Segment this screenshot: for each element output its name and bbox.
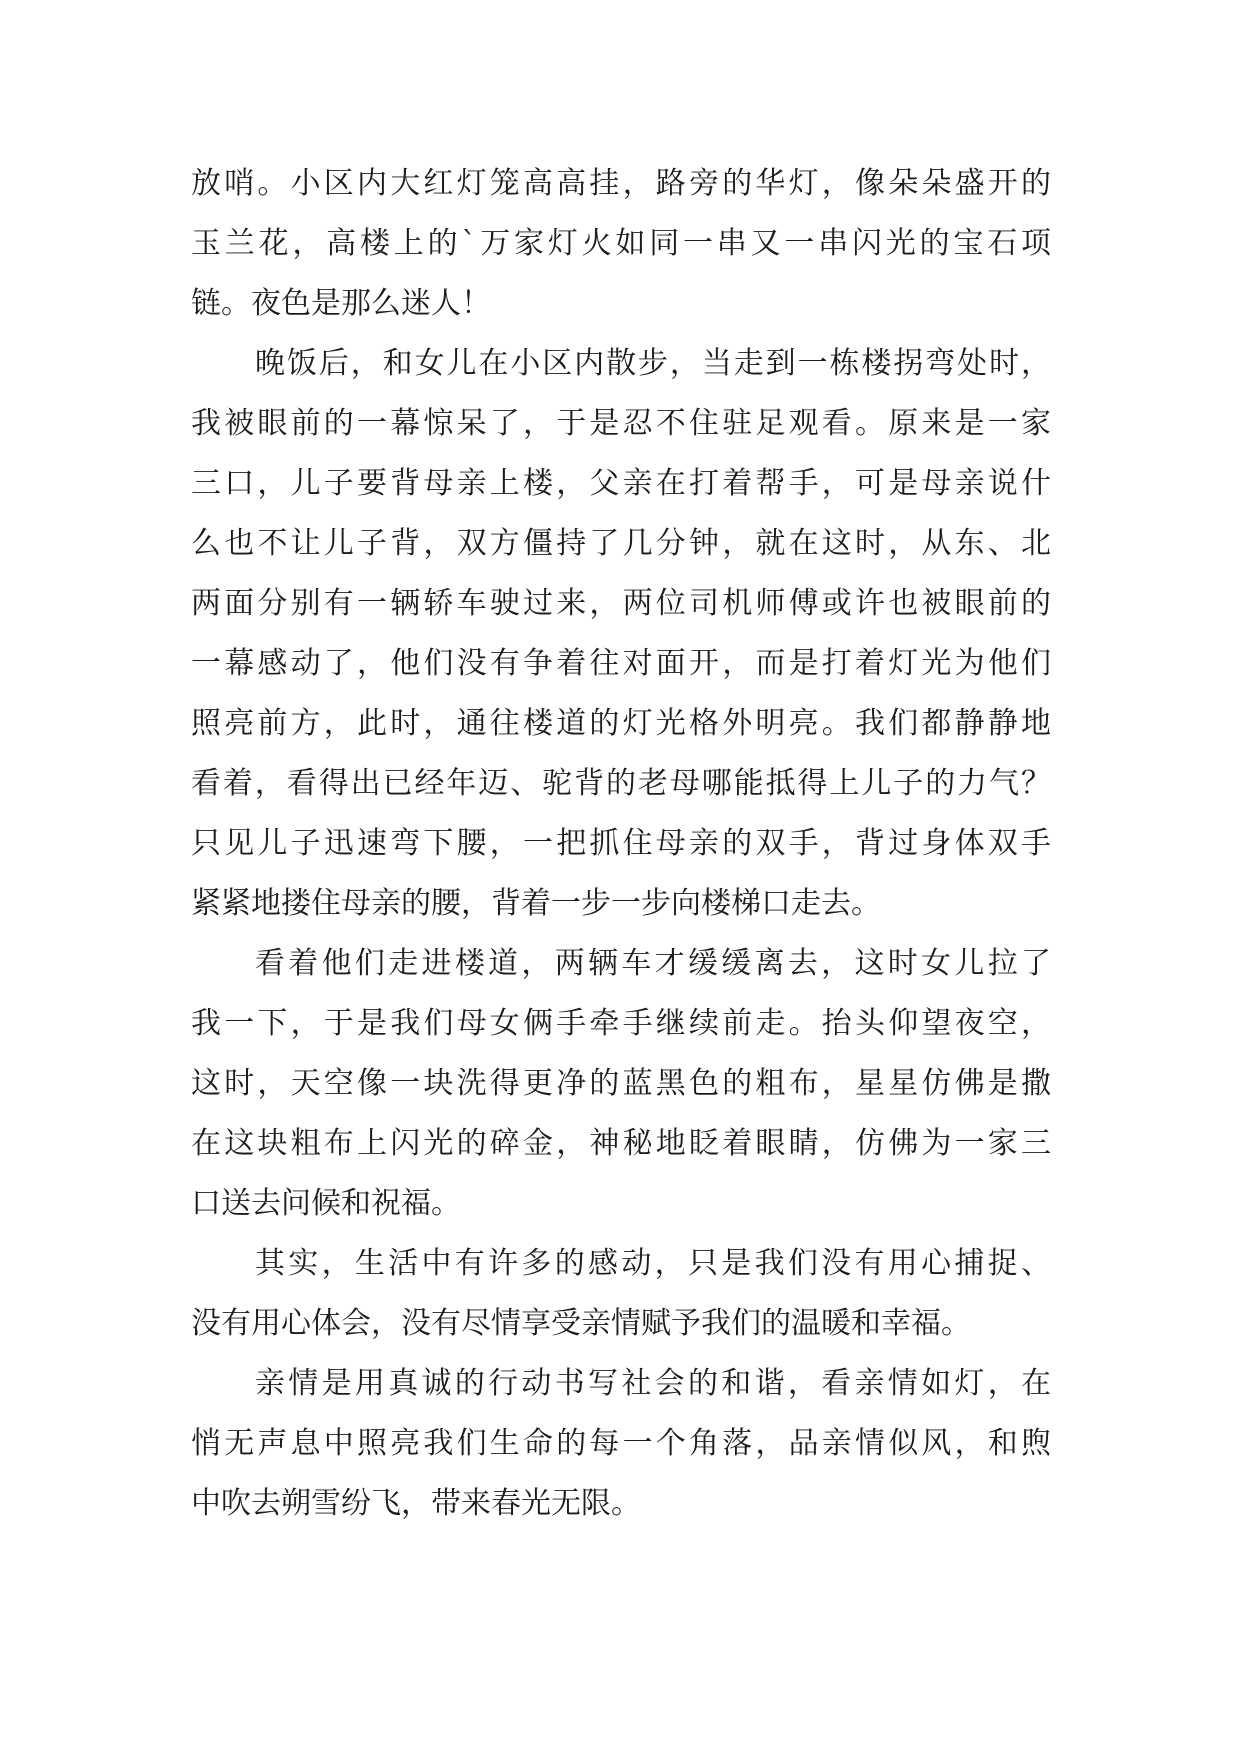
text-line: 照亮前方，此时，通往楼道的灯光格外明亮。我们都静静地	[191, 706, 1051, 741]
text-line: 看着，看得出已经年迈、驼背的老母哪能抵得上儿子的力气？	[191, 766, 1051, 801]
text-line: 我被眼前的一幕惊呆了，于是忍不住驻足观看。原来是一家	[191, 406, 1051, 441]
paragraph	[191, 334, 1051, 934]
text-line: 在这块粗布上闪光的碎金，神秘地眨着眼睛，仿佛为一家三	[191, 1126, 1051, 1161]
text-line: 亲情是用真诚的行动书写社会的和谐，看亲情如灯，在	[255, 1366, 1051, 1401]
text-line: 中吹去朔雪纷飞，带来春光无限。	[191, 1486, 641, 1521]
text-line: 三口，儿子要背母亲上楼，父亲在打着帮手，可是母亲说什	[191, 466, 1051, 501]
paragraph	[191, 934, 1051, 1234]
paragraph	[191, 1234, 1051, 1354]
text-line: 玉兰花，高楼上的`万家灯火如同一串又一串闪光的宝石项	[191, 226, 1051, 261]
text-line: 两面分别有一辆轿车驶过来，两位司机师傅或许也被眼前的	[191, 586, 1051, 621]
paragraph	[191, 1354, 1051, 1534]
text-line: 晚饭后，和女儿在小区内散步，当走到一栋楼拐弯处时，	[255, 346, 1051, 381]
text-line: 链。夜色是那么迷人！	[191, 286, 491, 321]
text-line: 紧紧地搂住母亲的腰，背着一步一步向楼梯口走去。	[191, 886, 881, 921]
document-body	[191, 154, 1051, 1534]
text-line: 没有用心体会，没有尽情享受亲情赋予我们的温暖和幸福。	[191, 1306, 971, 1341]
text-line: 只见儿子迅速弯下腰，一把抓住母亲的双手，背过身体双手	[191, 826, 1051, 861]
text-line: 看着他们走进楼道，两辆车才缓缓离去，这时女儿拉了	[255, 946, 1051, 981]
text-line: 口送去问候和祝福。	[191, 1186, 461, 1221]
text-line: 这时，天空像一块洗得更净的蓝黑色的粗布，星星仿佛是撒	[191, 1066, 1051, 1101]
text-line: 么也不让儿子背，双方僵持了几分钟，就在这时，从东、北	[191, 526, 1051, 561]
text-line: 放哨。小区内大红灯笼高高挂，路旁的华灯，像朵朵盛开的	[191, 166, 1051, 201]
text-line: 悄无声息中照亮我们生命的每一个角落，品亲情似风，和煦	[191, 1426, 1051, 1461]
text-line: 其实，生活中有许多的感动，只是我们没有用心捕捉、	[255, 1246, 1051, 1281]
text-line: 一幕感动了，他们没有争着往对面开，而是打着灯光为他们	[191, 646, 1051, 681]
text-line: 我一下，于是我们母女俩手牵手继续前走。抬头仰望夜空，	[191, 1006, 1051, 1041]
paragraph	[191, 154, 1051, 334]
